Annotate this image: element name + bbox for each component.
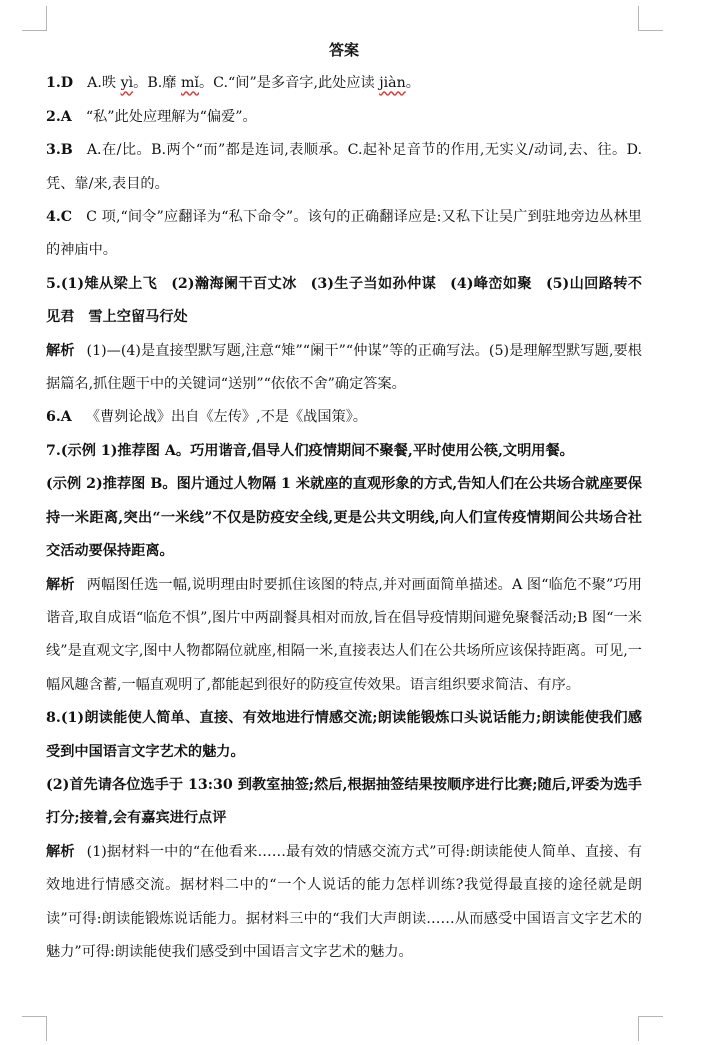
answer-1 (46, 67, 642, 100)
answer-8-part-2: (2)首先请各位选手于 13:30 到教室抽签;然后,根据抽签结果按顺序进行比赛;随后,评委为选手打分;接着,会有嘉宾进行点评 (46, 776, 642, 827)
answer-document (46, 34, 642, 969)
crop-mark-bottom-left (22, 1016, 47, 1041)
answer-8-analysis-text: (1)据材料一中的“在他看来……最有效的情感交流方式”可得:朗读能使人简单、直接、有效地进行情感交流。据材料二中的“一个人说话的能力怎样训练?我觉得最直接的途径就是朗读”可得:朗读能锻炼说话能力。据材料三中的“我们大声朗读……从而感受中国语言文字艺术的魅力”可得:朗读能使我们感受到中国语言文字艺术的魅力。 (46, 843, 642, 960)
answer-5-item3: (3)生子当如孙仲谋 (310, 275, 437, 292)
answer-5-analysis (46, 335, 642, 402)
answer-5-analysis-text: (1)—(4)是直接型默写题,注意“雉”“阑干”“仲谋”等的正确写法。(5)是理解型默写题,要根据篇名,抓住题干中的关键词“送别”“依依不舍”确定答案。 (46, 342, 642, 393)
analysis-label: 解析 (46, 843, 75, 860)
answer-5-item6: 雪上空留马行处 (88, 309, 188, 326)
answer-3 (46, 134, 642, 201)
answer-2-number: 2.A (46, 108, 72, 125)
answer-8-number: 8. (46, 710, 61, 727)
crop-mark-top-right (638, 6, 663, 31)
crop-mark-bottom-right (638, 1016, 663, 1041)
answer-1-part2: 。B.靡 (133, 75, 181, 92)
answer-7-example-2: (示例 2)推荐图 B。图片通过人物隔 1 米就座的直观形象的方式,告知人们在公共场合就座要保持一米距离,突出“一米线”不仅是防疫安全线,更是公共文明线,向人们宣传疫情期间公共场合社交活动要保持距离。 (46, 476, 642, 560)
answer-5-item4: (4)峰峦如聚 (450, 275, 532, 292)
answer-3-number: 3.B (46, 142, 73, 159)
answer-4-text: C 项,“间令”应翻译为“私下命令”。该句的正确翻译应是:又私下让吴广到驻地旁边丛林里的神庙中。 (46, 209, 642, 259)
answer-7-number: 7. (46, 442, 61, 459)
answer-1-number: 1.D (46, 75, 74, 92)
answer-7-analysis-text: 两幅图任选一幅,说明理由时要抓住该图的特点,并对画面简单描述。A 图“临危不聚”巧用谐音,取自成语“临危不惧”,图片中两副餐具相对而放,旨在倡导疫情期间避免聚餐活动;B 图“一米线”是直观文字,图中人物都隔位就座,相隔一米,直接表达人们在公共场所应该保持距离。可见,一幅风趣含蓄,一幅直观明了,都能起到很好的防疫宣传效果。语言组织要求简洁、有序。 (46, 576, 642, 693)
answer-8-part-1-text: (1)朗读能使人简单、直接、有效地进行情感交流;朗读能锻炼口头说话能力;朗读能使我们感受到中国语言文字艺术的魅力。 (46, 710, 642, 760)
answer-5-item2: (2)瀚海阑干百丈冰 (171, 275, 297, 292)
answer-1-part3: 。C.“间”是多音字,此处应读 (198, 75, 380, 92)
answer-6-text: 《曹刿论战》出自《左传》,不是《战国策》。 (85, 409, 367, 426)
answer-3-text: A.在/比。B.两个“而”都是连词,表顺承。C.起补足音节的作用,无实义/动词,去、往。D.凭、靠/来,表目的。 (46, 142, 642, 192)
answer-4 (46, 201, 642, 268)
answer-6 (46, 401, 642, 434)
page-title: 答案 (328, 41, 359, 59)
answer-1-part1: A.昳 (87, 75, 121, 92)
answer-2-text: “私”此处应理解为“偏爱”。 (85, 108, 257, 125)
analysis-label: 解析 (46, 576, 75, 593)
answer-1-part4: 。 (405, 75, 420, 92)
answer-5-number: 5. (46, 275, 61, 292)
answer-7-example-1-text: (示例 1)推荐图 A。巧用谐音,倡导人们疫情期间不聚餐,平时使用公筷,文明用餐。 (60, 442, 574, 459)
answer-5 (46, 268, 642, 335)
answer-7-analysis (46, 569, 642, 703)
answer-2 (46, 101, 642, 134)
answer-5-item1: (1)雉从梁上飞 (60, 275, 158, 292)
crop-mark-top-left (22, 6, 47, 31)
answer-8-analysis (46, 836, 642, 970)
answer-5-item5: (5)山回路转不见君 (46, 275, 642, 326)
answer-6-number: 6.A (46, 409, 72, 426)
answer-7-example-1 (46, 435, 642, 468)
answer-8-part-1 (46, 702, 642, 769)
analysis-label: 解析 (46, 342, 75, 359)
answer-1-pinyin3: jiàn (379, 75, 406, 92)
answer-1-pinyin2: mǐ (180, 75, 199, 92)
answer-1-pinyin1: yì (120, 75, 134, 92)
answer-4-number: 4.C (46, 209, 73, 226)
